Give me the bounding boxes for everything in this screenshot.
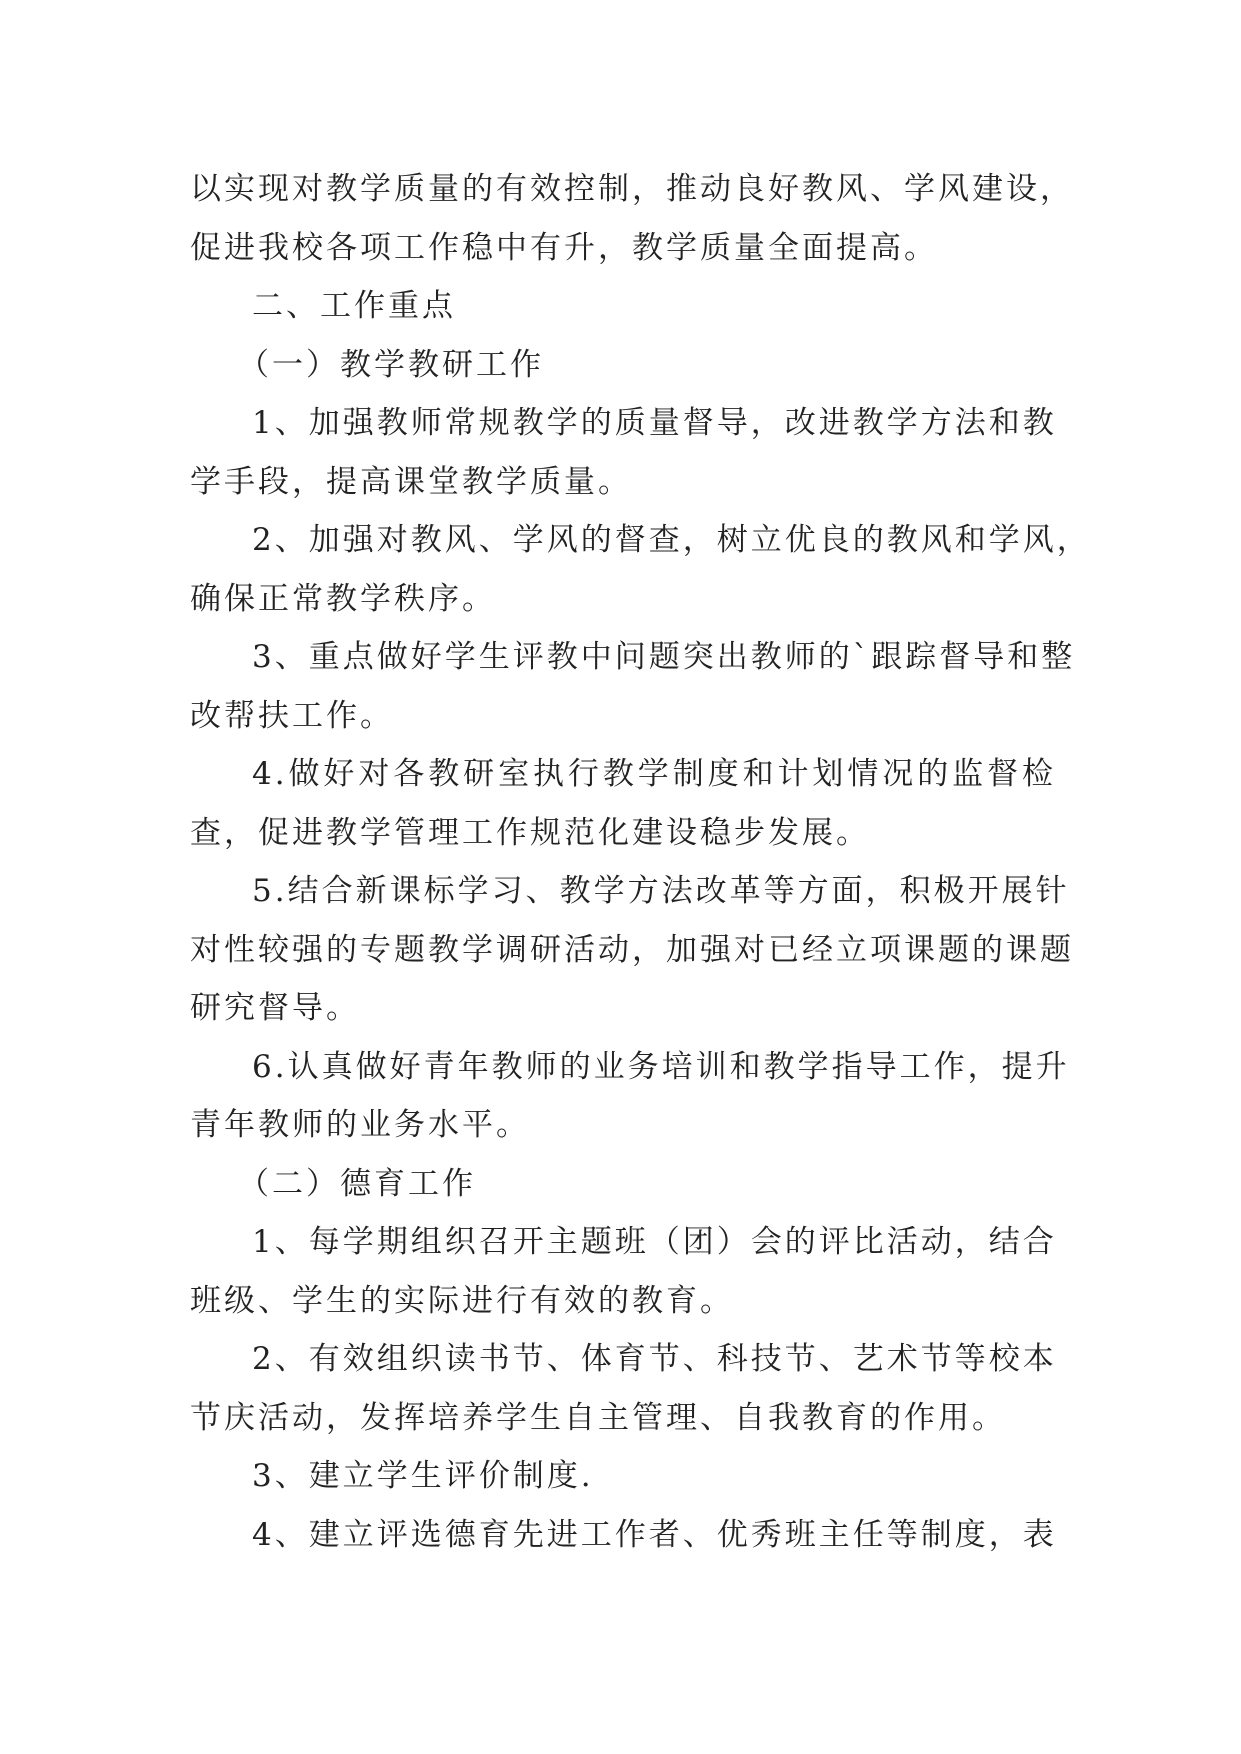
list-item-line: 2、加强对教风、学风的督查，树立优良的教风和学风， bbox=[252, 522, 1091, 558]
list-item-line: 青年教师的业务水平。 bbox=[190, 1107, 530, 1143]
paragraph-line: 促进我校各项工作稳中有升，教学质量全面提高。 bbox=[190, 229, 938, 266]
list-item-line: 3、建立学生评价制度. bbox=[252, 1458, 594, 1494]
subsection-heading: （一）教学教研工作 bbox=[238, 346, 544, 383]
list-item-line: 4、建立评选德育先进工作者、优秀班主任等制度，表 bbox=[252, 1516, 1057, 1553]
list-item-line: 3、重点做好学生评教中问题突出教师的`跟踪督导和整 bbox=[252, 639, 1076, 675]
paragraph-line: 以实现对教学质量的有效控制，推动良好教风、学风建设， bbox=[190, 171, 1074, 207]
list-item-line: 研究督导。 bbox=[190, 990, 360, 1026]
list-item-line: 6.认真做好青年教师的业务培训和教学指导工作，提升 bbox=[252, 1048, 1070, 1085]
section-heading: 二、工作重点 bbox=[252, 288, 456, 324]
list-item-line: 1、加强教师常规教学的质量督导，改进教学方法和教 bbox=[252, 405, 1057, 441]
document-body bbox=[190, 160, 1091, 1564]
list-item-line: 对性较强的专题教学调研活动，加强对已经立项课题的课题 bbox=[190, 931, 1074, 968]
subsection-heading: （二）德育工作 bbox=[238, 1165, 476, 1202]
list-item-line: 改帮扶工作。 bbox=[190, 697, 394, 734]
list-item-line: 4.做好对各教研室执行教学制度和计划情况的监督检 bbox=[252, 756, 1056, 792]
list-item-line: 查，促进教学管理工作规范化建设稳步发展。 bbox=[190, 814, 870, 851]
list-item-line: 5.结合新课标学习、教学方法改革等方面，积极开展针 bbox=[252, 873, 1070, 909]
list-item-line: 学手段，提高课堂教学质量。 bbox=[190, 463, 632, 500]
list-item-line: 2、有效组织读书节、体育节、科技节、艺术节等校本 bbox=[252, 1341, 1057, 1377]
list-item-line: 确保正常教学秩序。 bbox=[190, 580, 496, 617]
list-item-line: 1、每学期组织召开主题班（团）会的评比活动，结合 bbox=[252, 1224, 1057, 1260]
list-item-line: 班级、学生的实际进行有效的教育。 bbox=[190, 1282, 734, 1319]
list-item-line: 节庆活动，发挥培养学生自主管理、自我教育的作用。 bbox=[190, 1399, 1006, 1436]
